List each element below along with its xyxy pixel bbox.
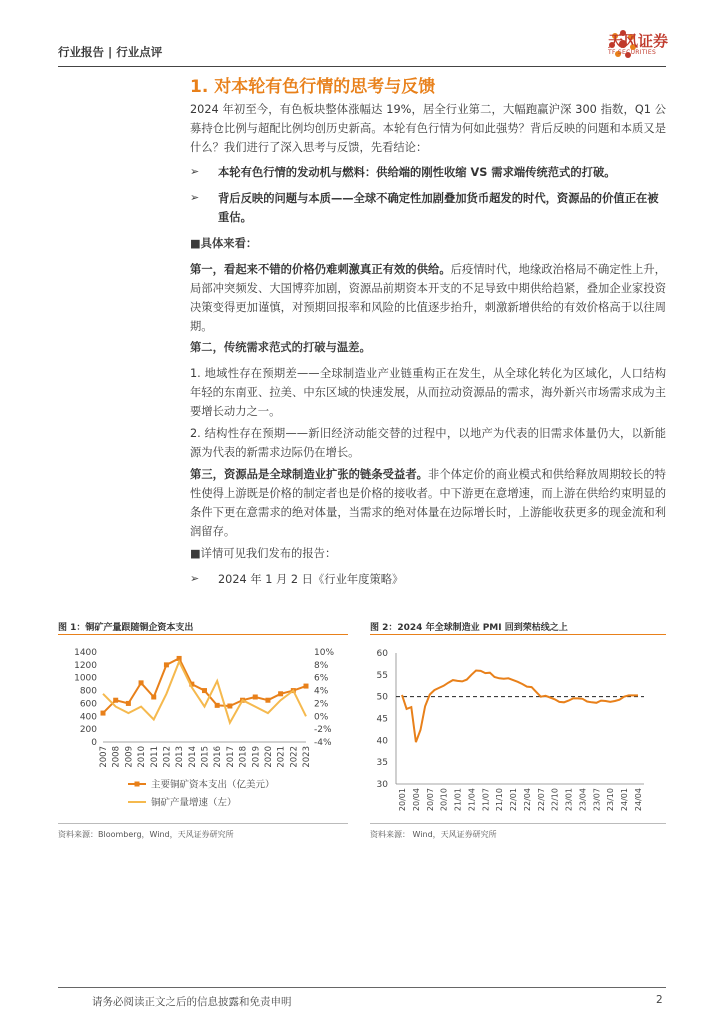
- left-tick-label: 0: [91, 738, 97, 748]
- capex-point: [227, 704, 232, 709]
- specifics-heading: ■具体来看：: [190, 237, 258, 250]
- x-tick-label: 22/01: [509, 788, 519, 812]
- x-tick-label: 20/01: [398, 788, 407, 812]
- capex-point: [164, 662, 169, 667]
- report-reference: 2024 年 1 月 2 日《行业年度策略》: [218, 573, 404, 586]
- left-tick-label: 600: [79, 699, 97, 710]
- x-tick-label: 2018: [238, 746, 249, 768]
- figure-2-bottom-rule: [370, 823, 666, 824]
- left-tick-label: 1000: [74, 673, 97, 684]
- report-category-label: 行业报告 | 行业点评: [58, 45, 163, 59]
- point-3-lead: 第三，资源品是全球制造业扩张的链条受益者。: [190, 468, 429, 481]
- bullet-arrow-icon: ➢: [190, 165, 200, 178]
- x-tick-label: 22/10: [550, 788, 560, 812]
- y-tick-label: 55: [376, 670, 388, 681]
- x-tick-label: 2023: [302, 746, 312, 768]
- x-tick-label: 2021: [276, 746, 287, 768]
- x-tick-label: 2011: [149, 746, 160, 768]
- x-tick-label: 23/10: [606, 788, 616, 812]
- capex-point: [215, 703, 220, 708]
- x-tick-label: 2020: [263, 746, 274, 768]
- figure-2-chart: [370, 638, 666, 818]
- x-tick-label: 2007: [99, 746, 109, 768]
- capex-point: [202, 688, 207, 693]
- page-number: 2: [656, 994, 663, 1006]
- left-tick-label: 1400: [74, 648, 97, 658]
- y-tick-label: 30: [376, 780, 388, 790]
- point-2-heading: 第二，传统需求范式的打破与温差。: [190, 341, 371, 354]
- right-tick-label: 6%: [314, 673, 329, 684]
- x-tick-label: 2016: [213, 746, 224, 768]
- bullet-arrow-icon: ➢: [190, 191, 200, 204]
- section-title: 1. 对本轮有色行情的思考与反馈: [190, 77, 436, 97]
- details-heading: ■详情可见我们发布的报告：: [190, 547, 337, 560]
- figure-1-chart: [58, 638, 348, 818]
- figure-2-source: 资料来源： Wind，天风证券研究所: [370, 830, 497, 839]
- left-tick-label: 400: [79, 712, 97, 723]
- x-tick-label: 20/10: [439, 788, 449, 812]
- x-tick-label: 23/01: [564, 788, 574, 812]
- x-tick-label: 2022: [289, 746, 300, 768]
- point-3-paragraph: [190, 465, 666, 541]
- right-tick-label: 0%: [314, 712, 329, 723]
- x-tick-label: 2008: [111, 746, 122, 768]
- capex-point: [304, 684, 309, 689]
- x-tick-label: 21/07: [481, 788, 491, 812]
- capex-point: [253, 695, 258, 700]
- x-tick-label: 2019: [251, 746, 262, 768]
- point-1-lead: 第一，看起来不错的价格仍难刺激真正有效的供给。: [190, 263, 451, 276]
- x-tick-label: 2014: [187, 746, 198, 768]
- point-3-body: 非个体定价的商业模式和供给释放周期较长的特性使得上游既是价格的制定者也是价格的接收者。中下游更在意增速，而上游在供给约束明显的条件下更在意需求的绝对体量，当需求的绝对体量在边际增长时，上游能收获更多的现金流和利润留存。: [190, 468, 666, 538]
- x-tick-label: 24/01: [620, 788, 630, 812]
- capex-point: [139, 680, 144, 685]
- figure-1-title: 图 1：铜矿产量跟随铜企资本支出: [58, 623, 194, 633]
- right-tick-label: -2%: [314, 725, 332, 736]
- right-tick-label: 2%: [314, 699, 329, 710]
- right-tick-label: 8%: [314, 660, 329, 671]
- x-tick-label: 23/04: [578, 788, 588, 812]
- capex-point: [151, 695, 156, 700]
- x-tick-label: 2015: [200, 746, 211, 768]
- x-tick-label: 21/04: [467, 788, 477, 812]
- right-tick-label: -4%: [314, 738, 332, 748]
- y-tick-label: 60: [376, 649, 388, 659]
- x-tick-label: 20/07: [425, 788, 435, 812]
- logo-name-en: TF SECURITIES: [608, 49, 657, 56]
- x-tick-label: 2013: [175, 746, 186, 768]
- point-1-paragraph: [190, 260, 666, 336]
- conclusion-2: 背后反映的问题与本质——全球不确定性加剧叠加货币超发的时代，资源品的价值正在被重估。: [218, 192, 659, 224]
- left-tick-label: 800: [79, 686, 97, 697]
- pmi-series-line: [402, 671, 638, 743]
- x-tick-label: 20/04: [411, 788, 421, 812]
- point-2-item-1: 1. 地域性存在预期差——全球制造业产业链重构正在发生，从全球化转化为区域化，人口结构年轻的东南亚、拉美、中东区域的快速发展，从而拉动资源品的需求，海外新兴市场需求成为主要增长动力之一。: [190, 367, 666, 418]
- point-1-body: 后疫情时代，地缘政治格局不确定性上升，局部冲突频发、大国博弈加剧，资源品前期资本开支的不足导致中期供给趋紧，叠加企业家投资决策变得更加谨慎，对预期回报率和风险的比值逐步抬升，刺激新增供给的有效价格高于以往周期。: [190, 263, 666, 333]
- right-tick-label: 4%: [314, 686, 329, 697]
- x-tick-label: 23/07: [592, 788, 602, 812]
- capex-point: [265, 698, 270, 703]
- left-tick-label: 200: [79, 725, 97, 736]
- right-tick-label: 10%: [314, 648, 335, 658]
- x-tick-label: 21/01: [453, 788, 463, 812]
- x-tick-label: 21/10: [495, 788, 505, 812]
- x-tick-label: 24/04: [634, 788, 643, 812]
- capex-point: [278, 691, 283, 696]
- x-tick-label: 2017: [225, 746, 236, 768]
- y-tick-label: 50: [376, 692, 388, 703]
- y-tick-label: 45: [376, 714, 388, 725]
- footer-disclaimer: 请务必阅读正文之后的信息披露和免责申明: [92, 996, 292, 1008]
- bullet-arrow-icon: ➢: [190, 572, 200, 585]
- y-tick-label: 40: [376, 736, 388, 747]
- x-tick-label: 2012: [162, 746, 173, 768]
- y-tick-label: 35: [376, 758, 388, 769]
- capex-point: [113, 698, 118, 703]
- logo-name-cn: 天风证券: [608, 32, 669, 50]
- figure-2-title: 图 2：2024 年全球制造业 PMI 回到荣枯线之上: [370, 623, 568, 633]
- figure-2-top-rule: [370, 634, 666, 635]
- capex-point: [126, 701, 131, 706]
- x-tick-label: 22/07: [536, 788, 546, 812]
- figure-1-bottom-rule: [58, 823, 348, 824]
- legend-capex-label: 主要铜矿资本支出（亿美元）: [151, 779, 275, 791]
- x-tick-label: 22/04: [522, 788, 532, 812]
- conclusion-1: 本轮有色行情的发动机与燃料：供给端的刚性收缩 VS 需求端传统范式的打破。: [218, 166, 616, 179]
- footer-divider: [58, 987, 666, 988]
- legend-capex-marker: [135, 782, 140, 787]
- point-2-item-2: 2. 结构性存在预期——新旧经济动能交替的过程中，以地产为代表的旧需求体量仍大，以新能源为代表的新需求边际仍在增长。: [190, 427, 666, 459]
- header-divider: [58, 66, 666, 67]
- x-tick-label: 2009: [124, 746, 135, 768]
- left-tick-label: 1200: [74, 660, 97, 671]
- x-tick-label: 2010: [137, 746, 148, 768]
- figure-1-source: 资料来源：Bloomberg，Wind，天风证券研究所: [58, 830, 234, 839]
- intro-paragraph: 2024 年初至今，有色板块整体涨幅达 19%，居全行业第二，大幅跑赢沪深 300 指数，Q1 公募持仓比例与超配比例均创历史新高。本轮有色行情为何如此强势？背后反映的问题和本质又是什么？我们进行了深入思考与反馈，先看结论：: [190, 103, 666, 154]
- figure-1-top-rule: [58, 634, 348, 635]
- capex-point: [101, 711, 106, 716]
- legend-growth-label: 铜矿产量增速（左）: [151, 797, 237, 809]
